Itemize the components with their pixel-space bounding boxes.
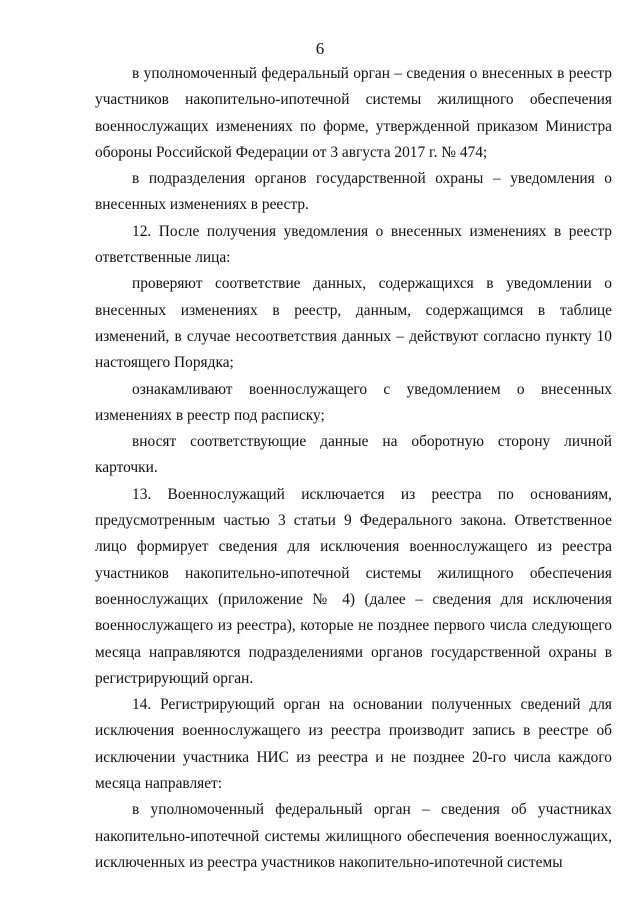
paragraph-item-14: 14. Регистрирующий орган на основании полученных сведений для исключения военнослужащего из реестра производит запись в реестре об исключении участника НИС из реестра и не позднее 20-го числа каждого месяца направляет:	[95, 696, 612, 793]
paragraph-security-units-notice: в подразделения органов государственной охраны – уведомления о внесенных изменениях в реестр.	[95, 170, 612, 214]
paragraph-record-card: вносят соответствующие данные на оборотную сторону личной карточки.	[95, 433, 612, 477]
paragraph-federal-organ-changes: в уполномоченный федеральный орган – сведения о внесенных в реестр участников накопительно-ипотечной системы жилищного обеспечения военнослужащих изменениях по форме, утвержденной приказом Министра обороны Российской Федерации от 3 августа 2017 г. № 474;	[95, 65, 612, 161]
paragraph-federal-organ-excluded: в уполномоченный федеральный орган – сведения об участниках накопительно-ипотечной системы жилищного обеспечения военнослужащих, исключенных из реестра участников накопительно-ипотечной системы	[95, 801, 612, 871]
document-body	[95, 61, 612, 876]
paragraph-verify-data: проверяют соответствие данных, содержащихся в уведомлении о внесенных изменениях в реестр, данным, содержащимся в таблице изменений, в случае несоответствия данных – действуют согласно пункту 10 настоящего Порядка;	[95, 275, 612, 372]
page-number: 6	[315, 39, 325, 58]
paragraph-item-13: 13. Военнослужащий исключается из реестра по основаниям, предусмотренным частью 3 статьи 9 Федерального закона. Ответственное лицо формирует сведения для исключения военнослужащего из реестра участников накопительно-ипотечной системы жилищного обеспечения военнослужащих (приложение № 4) (далее – сведения для исключения военнослужащего из реестра), которые не позднее первого числа следующего месяца направляются подразделениями органов государственной охраны в регистрирующий орган.	[95, 485, 612, 687]
paragraph-familiarize: ознакамливают военнослужащего с уведомлением о внесенных изменениях в реестр под расписку;	[95, 380, 612, 424]
paragraph-item-12: 12. После получения уведомления о внесенных изменениях в реестр ответственные лица:	[95, 222, 612, 267]
